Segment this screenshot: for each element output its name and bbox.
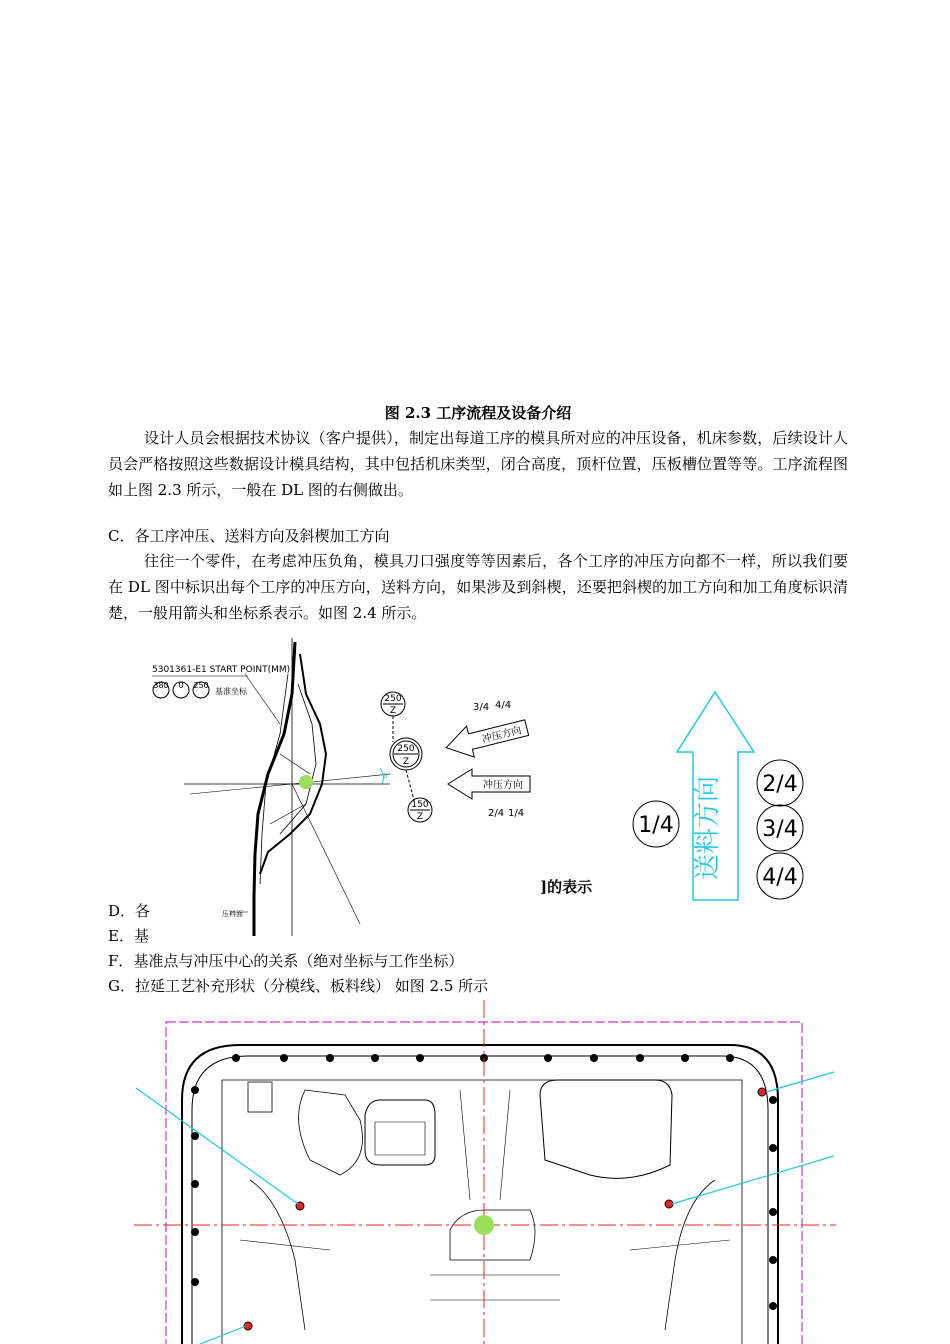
item-f: F．基准点与冲压中心的关系（绝对坐标与工作坐标） (108, 952, 464, 970)
figure-2-3-caption: 图 2.3 工序流程及设备介绍 (384, 404, 572, 422)
op-upper-a: 3/4 (473, 702, 490, 713)
stroke-circle-2-bottom: Z (402, 757, 410, 767)
stamping-center-marker (474, 1215, 494, 1235)
section-c-paragraph: 往往一个零件，在考虑冲压负角，模具刀口强度等等因素后，各个工序的冲压方向都不一样，所以我们要在 DL 图中标识出每个工序的冲压方向，送料方向，如果涉及到斜楔，还要把斜楔的加工方向和加工角度标识清楚，一般用箭头和坐标系表示。如图 2.4 所示。 (108, 552, 848, 622)
op-circle-2-4: 2/4 (762, 772, 798, 797)
coord-circles (153, 681, 209, 698)
svg-text:冲压方向: 冲压方向 (481, 725, 523, 746)
item-e: E．基 (108, 927, 149, 945)
op-lower-b: 1/4 (508, 808, 525, 819)
stroke-circle-2-top: 250 (397, 744, 415, 754)
op-circle-1-4: 1/4 (638, 813, 674, 838)
press-arrow-lower (448, 769, 530, 799)
svg-text:送料方向: 送料方向 (693, 775, 723, 881)
figure-2-5-drawing (130, 1000, 840, 1344)
op-upper-b: 4/4 (495, 700, 512, 711)
feed-direction-arrow (677, 692, 754, 900)
start-point-label: 5301361-E1 START POINT(MM) (152, 665, 291, 675)
svg-text:0: 0 (178, 681, 184, 690)
figure-2-4-drawing (150, 634, 810, 940)
angle-label: 6° (383, 772, 391, 780)
op-lower-a: 2/4 (488, 808, 505, 819)
section-view (184, 638, 390, 936)
stroke-circle-1-bottom: Z (389, 706, 397, 716)
small-label: 压料面 (222, 910, 243, 918)
stroke-circle-1-top: 250 (384, 694, 402, 704)
item-g: G．拉延工艺补充形状（分模线、板料线） 如图 2.5 所示 (108, 977, 489, 995)
paragraph-process-intro: 设计人员会根据技术协议（客户提供），制定出每道工序的模具所对应的冲压设备，机床参数，后续设计人员会严格按照这些数据设计模具结构，其中包括机床类型，闭合高度，顶杆位置，压板槽位置等等。工序流程图如上图 2.3 所示，一般在 DL 图的右侧做出。 (108, 429, 848, 499)
item-d: D．各 (108, 902, 151, 920)
svg-text:250: 250 (193, 681, 209, 690)
op-circle-4-4: 4/4 (762, 865, 798, 890)
press-center-marker (299, 775, 313, 789)
figure-2-4-caption-fragment: ]的表示 (540, 878, 593, 896)
stroke-circle-3-top: 150 (411, 800, 429, 810)
svg-text:380: 380 (153, 681, 169, 690)
op-circle-3-4: 3/4 (762, 817, 798, 842)
press-arrow-upper (442, 712, 530, 763)
section-c-heading: C．各工序冲压、送料方向及斜楔加工方向 (108, 527, 390, 545)
stroke-circle-3-bottom: Z (416, 812, 424, 822)
coord-note: 基准坐标 (215, 687, 247, 696)
svg-text:冲压方向: 冲压方向 (483, 780, 523, 791)
